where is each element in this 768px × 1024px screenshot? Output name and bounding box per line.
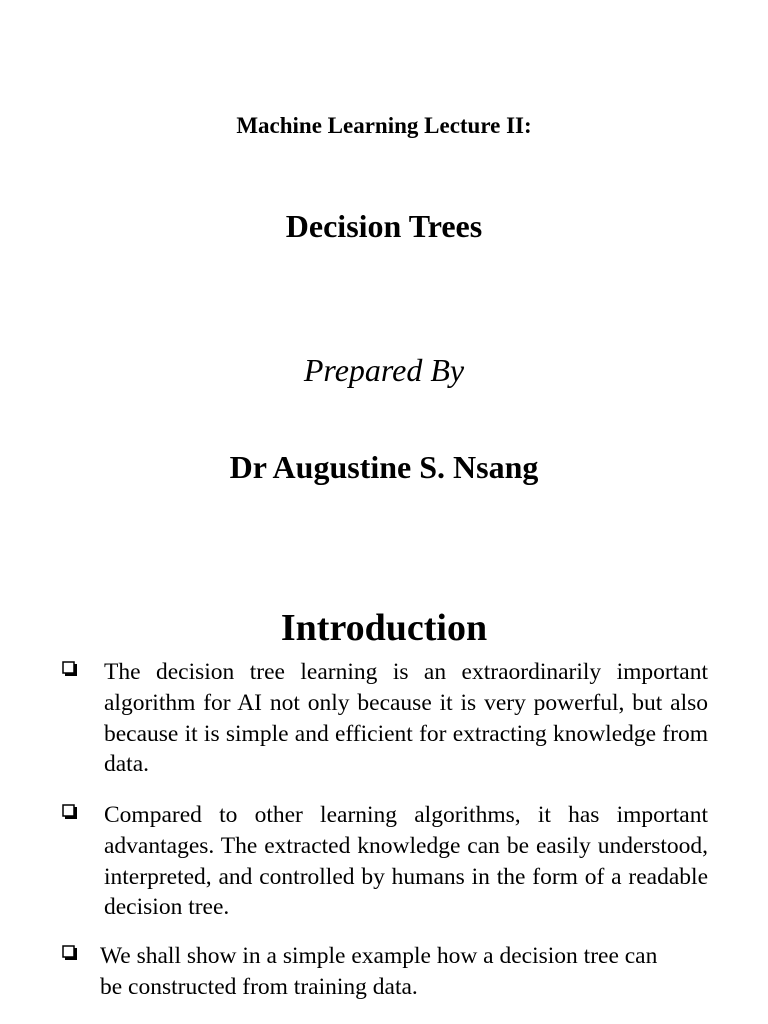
document-title: Decision Trees xyxy=(285,208,483,244)
lecture-series-title: Machine Learning Lecture II: xyxy=(236,113,532,138)
introduction-bullet-2 xyxy=(62,800,708,924)
prepared-by-label: Prepared By xyxy=(303,352,465,388)
checkbox-square-icon xyxy=(62,945,78,961)
bullet-text: The decision tree learning is an extraordinarily important algorithm for AI not only because it is very powerful, but also because it is simple and efficient for extracting knowledge from data. xyxy=(104,659,708,778)
author-name: Dr Augustine S. Nsang xyxy=(229,449,539,485)
introduction-heading: Introduction xyxy=(280,607,488,649)
checkbox-square-icon xyxy=(62,804,78,820)
bullet-text: We shall show in a simple example how a decision tree can be constructed from training data. xyxy=(100,943,658,1000)
checkbox-square-icon xyxy=(62,661,78,677)
introduction-bullet-1 xyxy=(62,657,708,781)
introduction-bullet-3 xyxy=(62,941,708,1005)
bullet-text: Compared to other learning algorithms, it has important advantages. The extracted knowledge can be easily understood, interpreted, and controlled by humans in the form of a readable decision tree. xyxy=(104,802,708,921)
